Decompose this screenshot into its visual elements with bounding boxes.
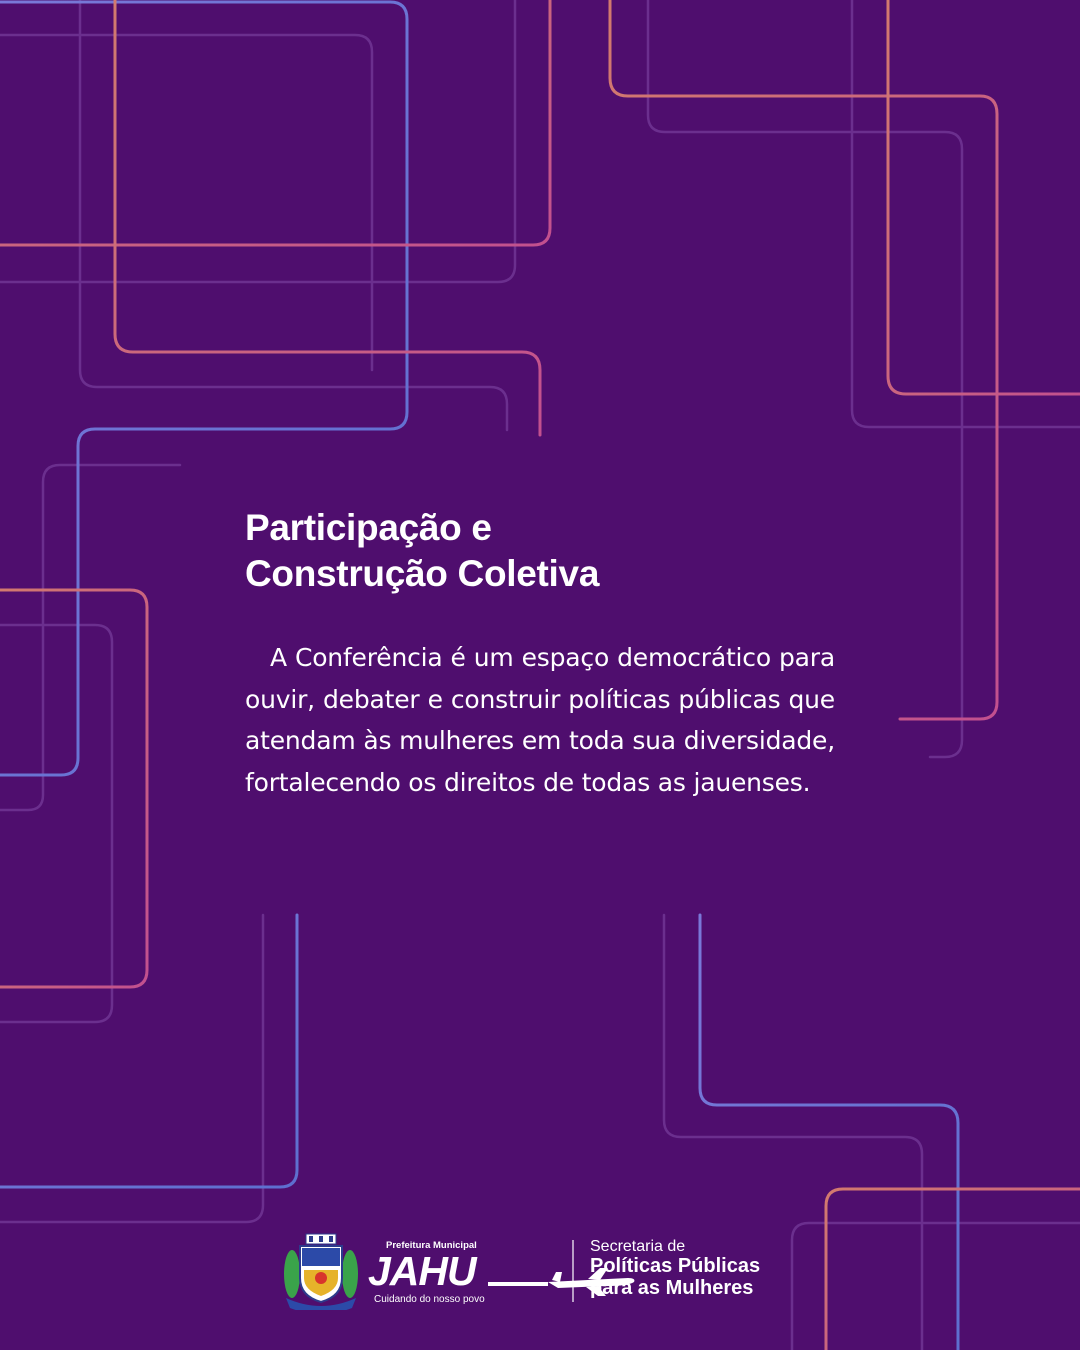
secretaria-logo (590, 1238, 760, 1299)
footer-logos (282, 1232, 812, 1312)
jahu-logo (368, 1240, 558, 1310)
coat-of-arms-icon (282, 1232, 360, 1310)
page-title (245, 505, 835, 597)
secretaria-line-2: para as Mulheres (590, 1277, 754, 1299)
secretaria-top-label: Secretaria de (590, 1238, 686, 1255)
body-paragraph: A Conferência é um espaço democrático para ouvir, debater e construir políticas públicas que atendam às mulheres em toda sua diversidade, fortalecendo os direitos de todas as jauenses. (245, 643, 835, 797)
main-content (245, 505, 835, 803)
city-tagline: Cuidando do nosso povo (374, 1294, 485, 1305)
secretaria-line-1: Políticas Públicas (590, 1255, 761, 1277)
prefeitura-label: Prefeitura Municipal (386, 1240, 477, 1251)
title-line-2: Construção Coletiva (245, 553, 600, 594)
logo-divider (572, 1240, 574, 1302)
city-name: JAHU (368, 1248, 476, 1294)
title-line-1: Participação e (245, 507, 492, 548)
